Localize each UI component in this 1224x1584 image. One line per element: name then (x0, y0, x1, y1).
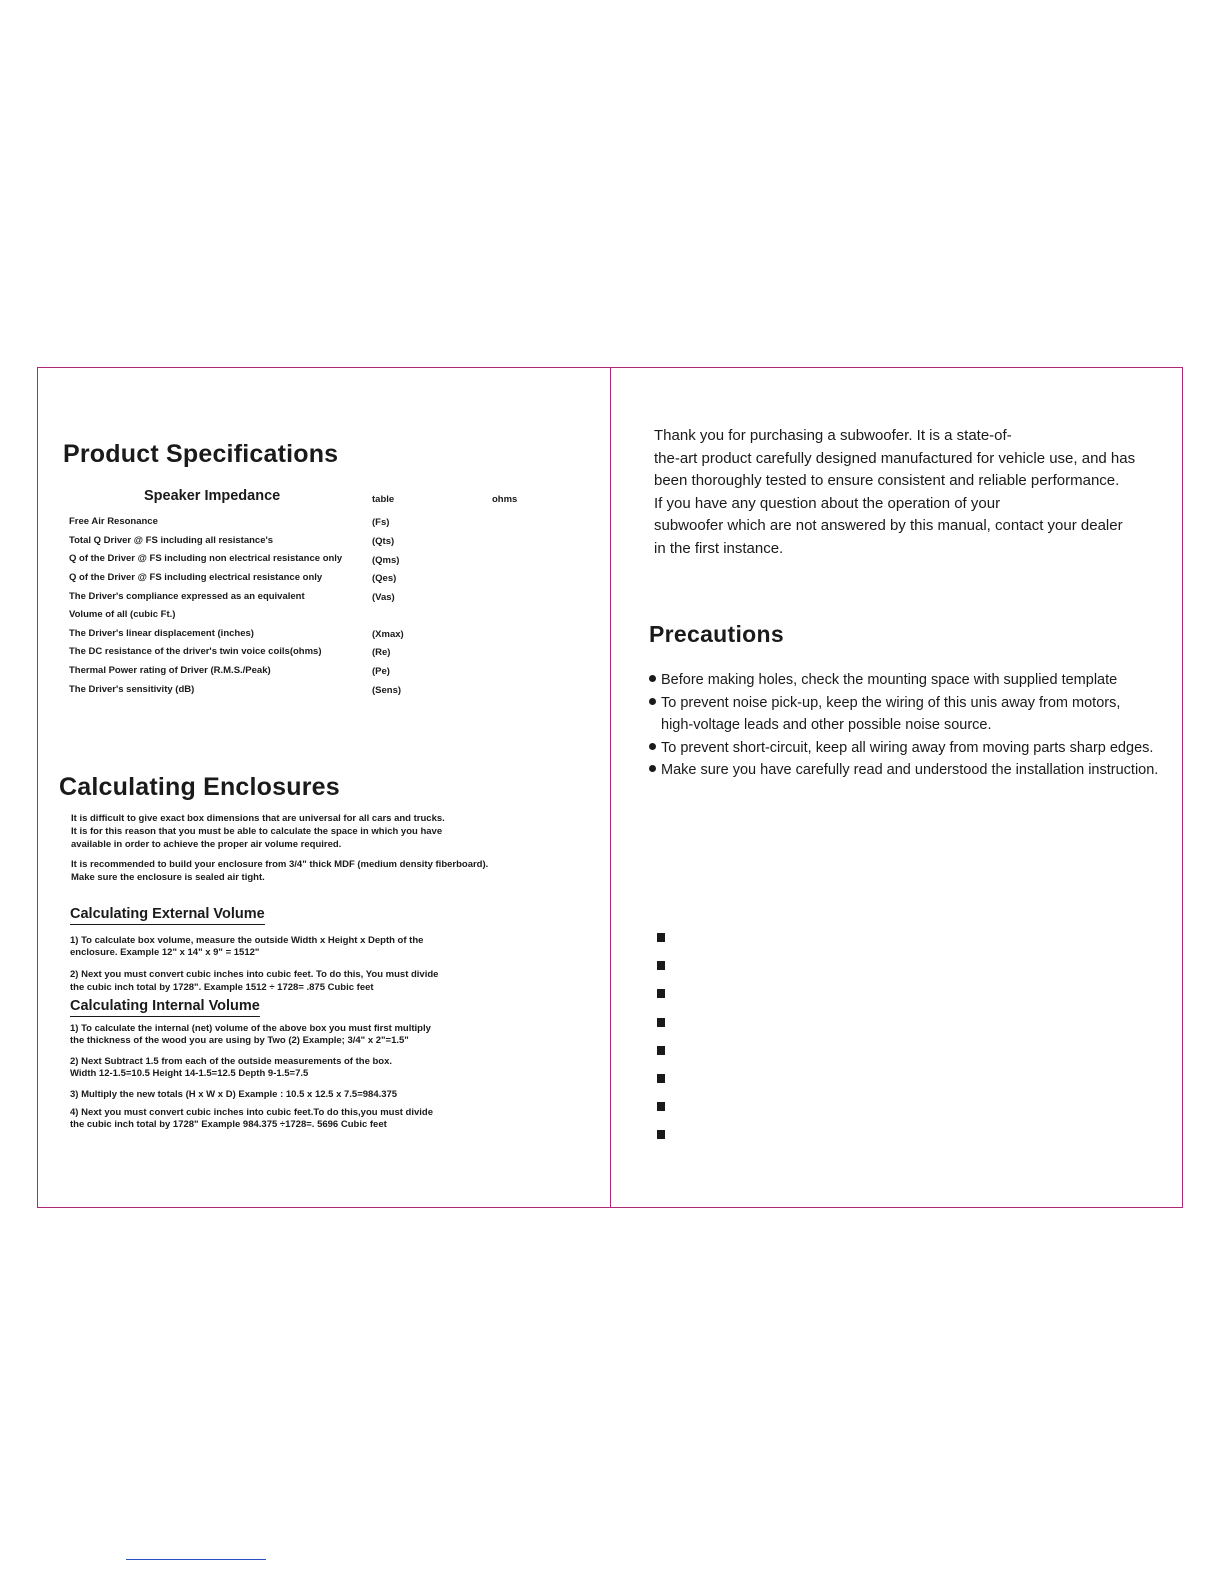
spec-code: (Vas) (372, 592, 395, 603)
square-bullet-icon (657, 1074, 665, 1083)
spec-label: The Driver's sensitivity (dB) (69, 684, 195, 695)
square-bullet-icon (657, 1018, 665, 1027)
spec-label: The Driver's linear displacement (inches) (69, 628, 254, 639)
impedance-label: Speaker Impedance (144, 488, 281, 504)
step-line: Width 12-1.5=10.5 Height 14-1.5=12.5 Depth 9-1.5=7.5 (70, 1068, 309, 1079)
step-line: the cubic inch total by 1728". Example 1512 ÷ 1728= .875 Cubic feet (70, 982, 374, 993)
step-line: 3) Multiply the new totals (H x W x D) Example : 10.5 x 12.5 x 7.5=984.375 (70, 1089, 398, 1100)
square-bullet-icon (657, 933, 665, 942)
intro-line: subwoofer which are not answered by this manual, contact your dealer (654, 517, 1123, 534)
external-volume-title: Calculating External Volume (70, 906, 265, 925)
step-line: 1) To calculate box volume, measure the outside Width x Height x Depth of the (70, 935, 424, 946)
precaution-item: To prevent short-circuit, keep all wiring away from moving parts sharp edges. (649, 737, 1153, 760)
spec-code: (Qms) (372, 555, 400, 566)
impedance-col1: table (372, 494, 395, 505)
intro-line: the-art product carefully designed manufactured for vehicle use, and has (654, 450, 1136, 467)
precaution-continuation: high-voltage leads and other possible noise source. (661, 717, 992, 733)
square-bullet-icon (657, 961, 665, 970)
spec-label: Q of the Driver @ FS including electrical resistance only (69, 572, 323, 583)
step-line: enclosure. Example 12" x 14" x 9" = 1512" (70, 947, 260, 958)
paragraph-line: It is for this reason that you must be able to calculate the space in which you have (71, 826, 443, 837)
paragraph-line: It is difficult to give exact box dimensions that are universal for all cars and trucks. (71, 813, 445, 824)
precaution-item: To prevent noise pick-up, keep the wiring of this unis away from motors, (649, 692, 1120, 715)
center-divider (610, 367, 611, 1208)
impedance-col2: ohms (492, 494, 518, 505)
spec-label: Q of the Driver @ FS including non electrical resistance only (69, 553, 343, 564)
spec-code: (Qts) (372, 536, 395, 547)
bullet-icon (649, 743, 656, 750)
spec-code: (Qes) (372, 573, 397, 584)
intro-line: Thank you for purchasing a subwoofer. It is a state-of- (654, 427, 1012, 444)
step-line: 1) To calculate the internal (net) volume of the above box you must first multiply (70, 1023, 431, 1034)
square-bullet-icon (657, 1102, 665, 1111)
square-bullet-icon (657, 1046, 665, 1055)
paragraph-line: It is recommended to build your enclosure from 3/4" thick MDF (medium density fiberboard). (71, 859, 489, 870)
bullet-icon (649, 675, 656, 682)
square-bullet-icon (657, 1130, 665, 1139)
spec-code: (Pe) (372, 666, 390, 677)
step-line: 4) Next you must convert cubic inches into cubic feet.To do this,you must divide (70, 1107, 433, 1118)
spec-label: The Driver's compliance expressed as an equivalent (69, 591, 305, 602)
intro-line: been thoroughly tested to ensure consistent and reliable performance. (654, 472, 1120, 489)
spec-label: Free Air Resonance (69, 516, 158, 527)
internal-volume-title: Calculating Internal Volume (70, 998, 260, 1017)
precaution-item: Before making holes, check the mounting space with supplied template (649, 669, 1117, 692)
precautions-title: Precautions (649, 621, 784, 647)
step-line: the cubic inch total by 1728" Example 984.375 ÷1728=. 5696 Cubic feet (70, 1119, 387, 1130)
step-line: 2) Next Subtract 1.5 from each of the outside measurements of the box. (70, 1056, 393, 1067)
spec-label: Thermal Power rating of Driver (R.M.S./Peak) (69, 665, 271, 676)
spec-code: (Sens) (372, 685, 402, 696)
intro-line: in the first instance. (654, 540, 784, 557)
step-line: 2) Next you must convert cubic inches into cubic feet. To do this, You must divide (70, 969, 439, 980)
spec-code: (Xmax) (372, 629, 404, 640)
bullet-icon (649, 698, 656, 705)
spec-label: Volume of all (cubic Ft.) (69, 609, 176, 620)
footer-rule (126, 1559, 266, 1560)
enclosures-title: Calculating Enclosures (59, 773, 340, 801)
square-bullet-icon (657, 989, 665, 998)
precaution-item: Make sure you have carefully read and understood the installation instruction. (649, 759, 1158, 782)
spec-code: (Re) (372, 647, 391, 658)
bullet-icon (649, 765, 656, 772)
spec-label: Total Q Driver @ FS including all resistance's (69, 535, 274, 546)
spec-label: The DC resistance of the driver's twin voice coils(ohms) (69, 646, 322, 657)
paragraph-line: Make sure the enclosure is sealed air tight. (71, 872, 265, 883)
spec-code: (Fs) (372, 517, 390, 528)
intro-line: If you have any question about the operation of your (654, 495, 1001, 512)
paragraph-line: available in order to achieve the proper air volume required. (71, 839, 342, 850)
specs-title: Product Specifications (63, 440, 339, 468)
step-line: the thickness of the wood you are using by Two (2) Example; 3/4" x 2"=1.5" (70, 1035, 409, 1046)
